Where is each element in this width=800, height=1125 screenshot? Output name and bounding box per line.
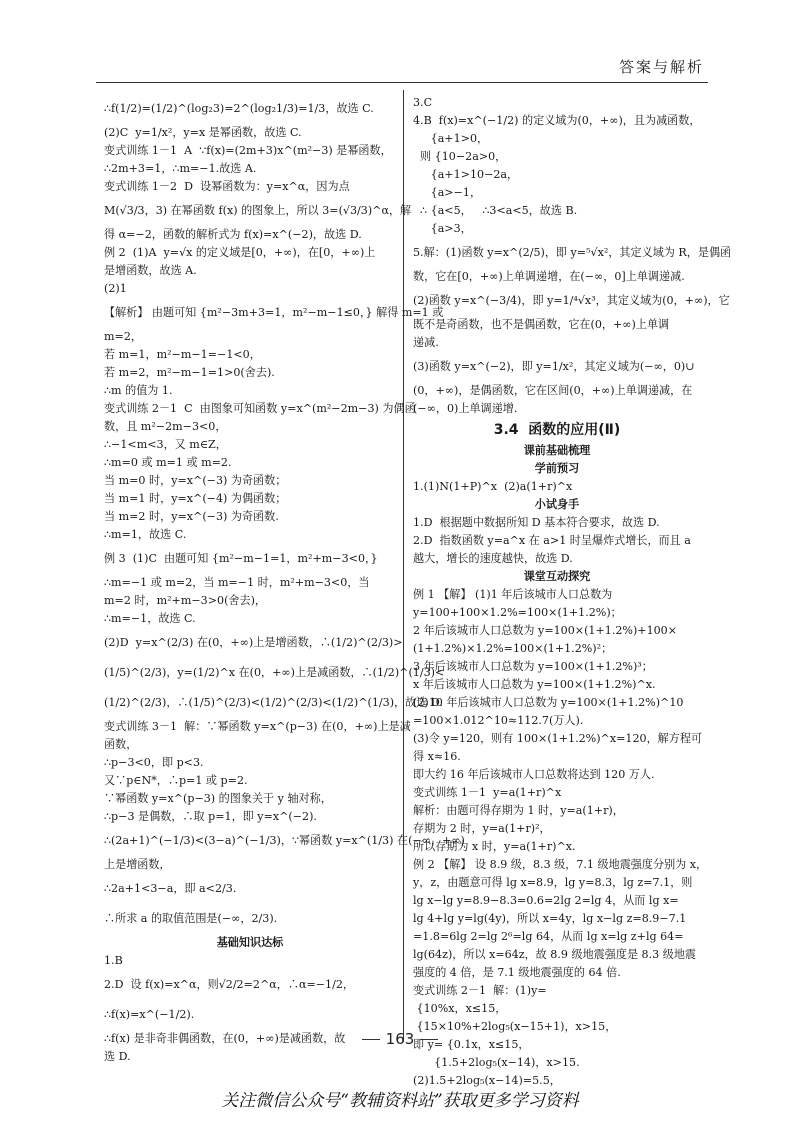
text-line: 变式训练 3－1 解：∵幂函数 y=x^(p−3) 在(0，+∞)上是减 [104, 720, 411, 733]
text-line: 强度的 4 倍，是 7.1 级地震强度的 64 倍. [413, 966, 621, 979]
text-line: x 年后该城市人口总数为 y=100×(1+1.2%)^x. [413, 678, 656, 691]
text-line: 选 D. [104, 1050, 131, 1063]
text-line: ∴m=−1，故选 C. [104, 612, 196, 625]
text-line: {a+1>0， [413, 132, 489, 145]
text-line: (2)函数 y=x^(−3/4)，即 y=1/⁴√x³，其定义域为(0，+∞)，它 [413, 294, 730, 307]
text-line: ∴2a+1<3−a，即 a<2/3. [104, 882, 237, 895]
text-line: 得 x≈16. [413, 750, 461, 763]
text-line: 所以存期为 x 时，y=a(1+r)^x. [413, 840, 576, 853]
text-line: 5.解：(1)函数 y=x^(2/5)，即 y=⁵√x²，其定义域为 R，是偶函 [413, 246, 732, 259]
text-line: ∴m=0 或 m=1 或 m=2. [104, 456, 232, 469]
text-line: 4.B f(x)=x^(−1/2) 的定义域为(0，+∞)，且为减函数， [413, 114, 701, 127]
text-line: (1+1.2%)×1.2%=100×(1+1.2%)²； [413, 642, 613, 655]
text-line: 若 m=1，m²−m−1=−1<0， [104, 348, 261, 361]
text-line: 变式训练 2－1 C 由图象可知函数 y=x^(m²−2m−3) 为偶函 [104, 402, 416, 415]
text-line: =100×1.012^10≈112.7(万人). [413, 714, 584, 727]
text-line: 又∵p∈N*，∴p=1 或 p=2. [104, 774, 248, 787]
text-line: ∴m=1，故选 C. [104, 528, 187, 541]
text-line: 3.C [413, 96, 433, 109]
section-heading: 课堂互动探究 [523, 570, 591, 583]
text-line: 变式训练 2－1 解：(1)y= [413, 984, 547, 997]
section-heading: 课前基础梳理 [523, 444, 591, 457]
text-line: 2 年后该城市人口总数为 y=100×(1+1.2%)+100× [413, 624, 678, 637]
text-line: (0，+∞)，是偶函数，它在区间(0，+∞)上单调递减，在 [413, 384, 693, 397]
text-line: {1.5+2log₅(x−14)，x>15. [413, 1056, 580, 1069]
text-line: 递减. [413, 336, 439, 349]
text-line: 当 m=2 时，y=x^(−3) 为奇函数. [104, 510, 279, 523]
text-line: 越大，增长的速度越快，故选 D. [413, 552, 573, 565]
text-line: 解析：由题可得存期为 1 时，y=a(1+r)， [413, 804, 624, 817]
text-line: 既不是奇函数，也不是偶函数，它在(0，+∞)上单调 [413, 318, 670, 331]
text-line: ∴m 的值为 1. [104, 384, 173, 397]
text-line: 得 α=−2，函数的解析式为 f(x)=x^(−2)，故选 D. [104, 228, 362, 241]
text-line: 【解析】 由题可知 {m²−3m+3=1，m²−m−1≤0，} 解得 m=1 或 [104, 306, 444, 319]
text-line: =1.8=6lg 2=lg 2⁶=lg 64，从而 lg x=lg z+lg 64= [413, 930, 684, 943]
right-column [413, 94, 732, 1090]
text-line: (2)1 [104, 282, 127, 295]
text-line: 例 2 【解】 设 8.9 级，8.3 级，7.1 级地震强度分别为 x， [413, 858, 708, 871]
text-line: ∴f(1/2)=(1/2)^(log₂3)=2^(log₂1/3)=1/3，故选 C. [104, 102, 374, 115]
text-line: 即 y= {0.1x，x≤15， [413, 1038, 530, 1051]
text-line: 则 {10−2a>0， [413, 150, 507, 163]
text-line: ∴m=−1 或 m=2，当 m=−1 时，m²+m−3<0，当 [104, 576, 370, 589]
text-line: y，z，由题意可得 lg x=8.9，lg y=8.3，lg z=7.1，则 [413, 876, 693, 889]
text-line: (1/5)^(2/3)，y=(1/2)^x 在(0，+∞)上是减函数，∴(1/2)^(1/3)< [104, 666, 445, 679]
text-line: 存期为 2 时，y=a(1+r)²， [413, 822, 551, 835]
text-line: 1.B [104, 954, 123, 967]
text-line: 是增函数，故选 A. [104, 264, 197, 277]
text-line: 当 m=0 时，y=x^(−3) 为奇函数； [104, 474, 287, 487]
text-line: 2.D 指数函数 y=a^x 在 a>1 时呈爆炸式增长，而且 a [413, 534, 691, 547]
text-line: m=2 时，m²+m−3>0(舍去)， [104, 594, 267, 607]
text-line: M(√3/3，3) 在幂函数 f(x) 的图象上，所以 3=(√3/3)^α，解 [104, 204, 412, 217]
text-line: ∴(2a+1)^(−1/3)<(3−a)^(−1/3)，∵幂函数 y=x^(1/3) 在(−∞，+∞) [104, 834, 465, 847]
text-line: ∴−1<m<3，又 m∈Z， [104, 438, 227, 451]
text-line: 变式训练 1－2 D 设幂函数为：y=x^α，因为点 [104, 180, 350, 193]
text-line: {a+1>10−2a， [413, 168, 519, 181]
text-line: 当 m=1 时，y=x^(−4) 为偶函数； [104, 492, 287, 505]
text-line: 3 年后该城市人口总数为 y=100×(1+1.2%)³； [413, 660, 653, 673]
section-heading: 小试身手 [534, 498, 580, 511]
section-heading: 基础知识达标 [216, 936, 284, 949]
text-line: 即大约 16 年后该城市人口总数将达到 120 万人. [413, 768, 655, 781]
text-line: (1/2)^(2/3)，∴(1/5)^(2/3)<(1/2)^(2/3)<(1/2)^(1/3)，故选 D. [104, 696, 443, 709]
section-title: 3.4 函数的应用(Ⅱ) [493, 422, 621, 438]
text-line: (2)10 年后该城市人口总数为 y=100×(1+1.2%)^10 [413, 696, 684, 709]
text-line: lg(64z)，所以 x=64z，故 8.9 级地震强度是 8.3 级地震 [413, 948, 697, 961]
text-line: 变式训练 1－1 A ∵f(x)=(2m+3)x^(m²−3) 是幂函数， [104, 144, 392, 157]
text-line: (2)1.5+2log₅(x−14)=5.5， [413, 1074, 561, 1087]
text-line: ∴p−3<0，即 p<3. [104, 756, 204, 769]
text-line: {10%x，x≤15， [413, 1002, 507, 1015]
text-line: {15×10%+2log₅(x−15+1)，x>15， [413, 1020, 617, 1033]
text-line: 1.(1)N(1+P)^x (2)a(1+r)^x [413, 480, 573, 493]
text-line: 函数， [104, 738, 138, 751]
footer-note: 关注微信公众号“教辅资料站”获取更多学习资料 [221, 1091, 579, 1111]
text-line: (3)令 y=120，则有 100×(1+1.2%)^x=120，解方程可 [413, 732, 703, 745]
text-line: (2)D y=x^(2/3) 在(0，+∞)上是增函数，∴(1/2)^(2/3)> [104, 636, 403, 649]
text-line: ∴f(x) 是非奇非偶函数，在(0，+∞)是减函数，故 [104, 1032, 346, 1045]
text-line: 例 3 (1)C 由题可知 {m²−m−1=1，m²+m−3<0，} [104, 552, 378, 565]
text-line: (2)C y=1/x²，y=x 是幂函数，故选 C. [104, 126, 302, 139]
text-line: ∴p−3 是偶数，∴取 p=1，即 y=x^(−2). [104, 810, 317, 823]
page-header-title: 答案与解析 [618, 58, 704, 76]
text-line: ∴所求 a 的取值范围是(−∞，2/3). [104, 912, 278, 925]
text-line: lg 4+lg y=lg(4y)，所以 x=4y，lg x−lg z=8.9−7.1 [413, 912, 687, 925]
text-line: 例 1 【解】 (1)1 年后该城市人口总数为 [413, 588, 613, 601]
text-line: {a>−1， [413, 186, 482, 199]
text-line: m=2， [104, 330, 142, 343]
text-line: ∴2m+3=1，∴m=−1.故选 A. [104, 162, 257, 175]
text-line: 数，它在[0，+∞)上单调递增，在(−∞，0]上单调递减. [413, 270, 685, 283]
text-line: (3)函数 y=x^(−2)，即 y=1/x²，其定义域为(−∞，0)∪ [413, 360, 695, 373]
column-divider [403, 90, 404, 1042]
text-line: 例 2 (1)A y=√x 的定义域是[0，+∞)，在[0，+∞)上 [104, 246, 376, 259]
text-line: {a>3， [413, 222, 472, 235]
text-line: lg x−lg y=8.9−8.3=0.6=2lg 2=lg 4，从而 lg x= [413, 894, 679, 907]
text-line: 若 m=2，m²−m−1=1>0(舍去). [104, 366, 275, 379]
text-line: 1.D 根据题中数据所知 D 基本符合要求，故选 D. [413, 516, 660, 529]
header-rule [96, 82, 708, 83]
text-line: 变式训练 1－1 y=a(1+r)^x [413, 786, 562, 799]
text-line: 数，且 m²−2m−3<0， [104, 420, 227, 433]
text-line: 2.D 设 f(x)=x^α，则√2/2=2^α，∴α=−1/2， [104, 978, 354, 991]
text-line: ∵幂函数 y=x^(p−3) 的图象关于 y 轴对称， [104, 792, 332, 805]
page-number: 163 [0, 1030, 800, 1048]
text-line: ∴ {a<5， ∴3<a<5，故选 B. [413, 204, 578, 217]
section-heading: 学前预习 [534, 462, 580, 475]
text-line: (−∞，0)上单调递增. [413, 402, 518, 415]
text-line: y=100+100×1.2%=100×(1+1.2%)； [413, 606, 622, 619]
text-line: ∴f(x)=x^(−1/2). [104, 1008, 195, 1021]
text-line: 上是增函数， [104, 858, 171, 871]
